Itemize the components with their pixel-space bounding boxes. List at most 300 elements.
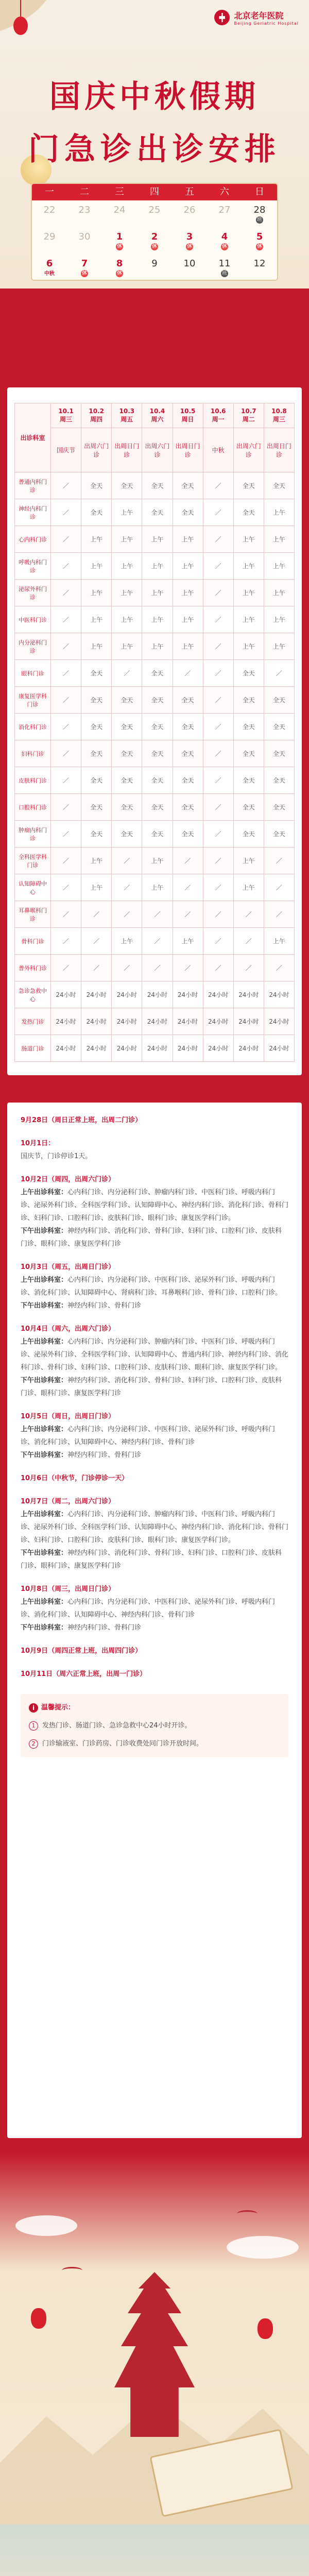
table-row — [15, 714, 295, 740]
schedule-date-header — [203, 403, 233, 428]
schedule-card — [7, 387, 302, 1075]
schedule-cell: 全天 — [112, 740, 142, 767]
detail-line — [21, 1596, 288, 1621]
schedule-cell: 全天 — [264, 472, 294, 499]
detail-date-heading: 10月7日（周二，出周六门诊） — [21, 1498, 115, 1505]
schedule-cell: 全天 — [173, 794, 203, 821]
table-row — [15, 633, 295, 660]
schedule-cell: ／ — [51, 606, 81, 633]
schedule-cell: ／ — [51, 687, 81, 714]
schedule-cell: 上午 — [142, 848, 173, 874]
detail-line-text: 神经内科门诊、消化科门诊、骨科门诊、妇科门诊、口腔科门诊、皮肤科门诊、眼科门诊、康复医学科门诊 — [21, 1549, 282, 1570]
workday-badge: 班 — [257, 217, 262, 223]
weekday-label: 六 — [220, 187, 229, 197]
calendar-day — [67, 254, 102, 281]
table-row — [15, 687, 295, 714]
department-name: 康复医学科门诊 — [15, 687, 51, 714]
calendar-day-number: 7 — [81, 258, 88, 269]
calendar-day-number: 23 — [78, 205, 91, 215]
department-name: 认知障碍中心 — [15, 874, 51, 901]
table-row — [15, 874, 295, 901]
calendar-day-number: 8 — [116, 258, 123, 269]
lantern-icon — [258, 2318, 273, 2339]
schedule-cell: 全天 — [264, 794, 294, 821]
schedule-cell: ／ — [81, 901, 112, 928]
schedule-cell: 上午 — [112, 633, 142, 660]
schedule-cell: 上午 — [142, 633, 173, 660]
schedule-cell: 上午 — [264, 580, 294, 606]
schedule-cell: 24小时 — [51, 1008, 81, 1035]
schedule-weekday: 周四 — [90, 416, 103, 423]
calendar-day — [67, 200, 102, 227]
schedule-cell: 上午 — [81, 633, 112, 660]
schedule-cell: 上午 — [233, 606, 264, 633]
schedule-cell: 上午 — [81, 526, 112, 553]
schedule-cell: 上午 — [142, 526, 173, 553]
detail-line-label: 下午出诊科室： — [21, 1549, 68, 1557]
schedule-cell: 全天 — [173, 714, 203, 740]
detail-date-heading: 10月3日（周五，出周日门诊） — [21, 1263, 115, 1271]
table-row — [15, 848, 295, 874]
calendar-day-number: 30 — [78, 231, 91, 242]
schedule-cell: ／ — [203, 740, 233, 767]
schedule-cell: 全天 — [81, 740, 112, 767]
calendar-day — [102, 200, 137, 227]
schedule-cell: 全天 — [112, 794, 142, 821]
schedule-cell: 上午 — [264, 928, 294, 955]
calendar-day-number: 2 — [151, 231, 158, 242]
detail-date-heading: 10月5日（周日，出周日门诊） — [21, 1413, 115, 1420]
schedule-cell: 上午 — [233, 633, 264, 660]
schedule-cell: 上午 — [233, 526, 264, 553]
holiday-badge: 休 — [117, 244, 122, 249]
detail-line-text: 心内科门诊、内分泌科门诊、肿瘤内科门诊、中医科门诊、呼吸内科门诊、泌尿外科门诊、全科医学科门诊、认知障碍中心、神经内科门诊、消化科门诊、骨科门诊、妇科门诊、口腔科门诊、皮肤科门诊、眼科门诊、康复医学科门诊。 — [21, 1189, 289, 1222]
detail-line-text: 国庆节，门诊停诊1天。 — [21, 1153, 92, 1160]
schedule-cell: 24小时 — [51, 1035, 81, 1062]
tip-item — [29, 1719, 280, 1732]
schedule-cell: ／ — [203, 606, 233, 633]
detail-line-text: 神经内科门诊、骨科门诊 — [67, 1451, 142, 1459]
schedule-date-header — [81, 403, 112, 428]
schedule-cell: ／ — [51, 955, 81, 981]
schedule-date: 10.2 — [89, 408, 104, 415]
table-row — [15, 821, 295, 848]
calendar-day — [32, 200, 67, 227]
tips-box — [21, 1694, 288, 1757]
detail-line-label: 上午出诊科室： — [21, 1426, 68, 1433]
calendar-day — [32, 254, 67, 281]
calendar-day — [207, 227, 242, 254]
page-title-line2: 门急诊出诊安排 — [28, 131, 281, 167]
calendar-weekday-header — [32, 184, 277, 200]
department-name: 呼吸内科门诊 — [15, 553, 51, 580]
schedule-note: 出周日门诊 — [112, 428, 142, 472]
schedule-cell: 全天 — [233, 740, 264, 767]
schedule-cell: 全天 — [81, 499, 112, 526]
weekday-label: 四 — [150, 187, 159, 197]
schedule-cell: 全天 — [233, 714, 264, 740]
detail-line — [21, 1374, 288, 1400]
schedule-cell: ／ — [142, 955, 173, 981]
schedule-cell: 全天 — [142, 660, 173, 687]
schedule-cell: 全天 — [112, 687, 142, 714]
schedule-cell: 全天 — [142, 499, 173, 526]
table-row — [15, 472, 295, 499]
tip-text: 发热门诊、肠道门诊、急诊急救中心24小时开诊。 — [42, 1722, 192, 1730]
cloud-icon — [227, 2236, 299, 2259]
table-row — [15, 526, 295, 553]
schedule-cell: 上午 — [112, 499, 142, 526]
schedule-cell: 全天 — [81, 687, 112, 714]
detail-line — [21, 1299, 288, 1312]
schedule-note: 出周日门诊 — [173, 428, 203, 472]
hero-banner — [0, 0, 309, 289]
table-row — [15, 901, 295, 928]
department-name: 肿瘤内科门诊 — [15, 821, 51, 848]
schedule-weekday: 周一 — [212, 416, 225, 423]
detail-line — [21, 1274, 288, 1299]
calendar-day — [242, 200, 277, 227]
calendar-day — [102, 227, 137, 254]
schedule-cell: 全天 — [142, 821, 173, 848]
schedule-cell: ／ — [264, 955, 294, 981]
detail-line — [21, 1508, 288, 1547]
table-row — [15, 928, 295, 955]
calendar-day — [172, 227, 207, 254]
hospital-logo — [214, 9, 299, 26]
weekday-label: 三 — [115, 187, 124, 197]
detail-date-heading: 10月4日（周六，出周六门诊） — [21, 1325, 115, 1333]
schedule-note: 出周六门诊 — [233, 428, 264, 472]
schedule-cell: 全天 — [81, 714, 112, 740]
detail-line — [21, 1225, 288, 1250]
schedule-cell: 上午 — [112, 526, 142, 553]
schedule-cell: 上午 — [173, 553, 203, 580]
holiday-badge: 中秋 — [44, 271, 55, 277]
title-block — [0, 72, 309, 169]
schedule-cell: ／ — [81, 955, 112, 981]
schedule-cell: ／ — [51, 553, 81, 580]
schedule-cell: ／ — [173, 901, 203, 928]
schedule-cell: 全天 — [173, 740, 203, 767]
detail-card — [7, 1103, 302, 2138]
holiday-badge: 休 — [257, 244, 262, 249]
table-row — [15, 794, 295, 821]
calendar-day — [137, 254, 172, 281]
detail-date-heading: 9月28日（周日正常上班，出周二门诊） — [21, 1116, 142, 1124]
schedule-cell: 上午 — [264, 553, 294, 580]
schedule-cell: 24小时 — [203, 981, 233, 1008]
department-name: 心内科门诊 — [15, 526, 51, 553]
schedule-cell: 全天 — [142, 472, 173, 499]
calendar-day-number: 24 — [113, 205, 126, 215]
schedule-cell: 全天 — [142, 767, 173, 794]
schedule-cell: 全天 — [264, 714, 294, 740]
table-row — [15, 553, 295, 580]
schedule-note: 出周六门诊 — [142, 428, 173, 472]
table-row — [15, 580, 295, 606]
detail-line — [21, 1547, 288, 1572]
department-name: 眼科门诊 — [15, 660, 51, 687]
schedule-cell: ／ — [203, 687, 233, 714]
detail-line-text: 心内科门诊、内分泌科门诊、肿瘤内科门诊、中医科门诊、呼吸内科门诊、泌尿外科门诊、全科医学科门诊、认知障碍中心、普通内科门诊、神经内科门诊、消化科门诊、骨科门诊、妇科门诊、口腔科门诊、皮肤科门诊、眼科门诊、康复医学科门诊。 — [21, 1338, 289, 1371]
holiday-badge: 休 — [222, 244, 227, 249]
schedule-cell: 24小时 — [264, 1035, 294, 1062]
detail-line — [21, 1186, 288, 1225]
schedule-cell: ／ — [173, 660, 203, 687]
schedule-cell: ／ — [51, 633, 81, 660]
calendar-day — [32, 227, 67, 254]
schedule-cell: 上午 — [173, 928, 203, 955]
detail-line — [21, 1621, 288, 1634]
department-name: 神经内科门诊 — [15, 499, 51, 526]
calendar-day-number: 12 — [253, 258, 266, 269]
bird-icon — [62, 2267, 82, 2274]
schedule-cell: ／ — [233, 928, 264, 955]
schedule-cell: ／ — [51, 848, 81, 874]
department-name: 口腔科门诊 — [15, 794, 51, 821]
detail-date-heading: 10月9日（周四正常上班，出周四门诊） — [21, 1647, 142, 1655]
weekday-label: 五 — [185, 187, 194, 197]
calendar-day-number: 3 — [186, 231, 193, 242]
schedule-cell: ／ — [112, 901, 142, 928]
holiday-badge: 休 — [187, 244, 192, 249]
detail-line-label: 上午出诊科室： — [21, 1338, 68, 1346]
schedule-cell: ／ — [173, 874, 203, 901]
schedule-cell: 24小时 — [264, 1008, 294, 1035]
detail-date-heading: 10月8日（周三，出周日门诊） — [21, 1585, 115, 1593]
table-row — [15, 955, 295, 981]
table-row — [15, 1008, 295, 1035]
schedule-cell: 24小时 — [112, 1008, 142, 1035]
detail-line-label: 上午出诊科室： — [21, 1511, 68, 1518]
schedule-cell: 上午 — [264, 633, 294, 660]
schedule-cell: 全天 — [233, 767, 264, 794]
detail-line-text: 神经内科门诊、骨科门诊 — [67, 1302, 142, 1310]
schedule-cell: 全天 — [173, 472, 203, 499]
calendar-day-number: 28 — [253, 205, 266, 215]
calendar-week-row — [32, 200, 277, 227]
schedule-cell: ／ — [203, 928, 233, 955]
schedule-weekday: 周六 — [151, 416, 164, 423]
schedule-cell: 上午 — [142, 553, 173, 580]
schedule-cell: 全天 — [233, 821, 264, 848]
table-row — [15, 981, 295, 1008]
schedule-cell: ／ — [203, 660, 233, 687]
detail-line-label: 上午出诊科室： — [21, 1598, 68, 1606]
schedule-cell: 上午 — [81, 553, 112, 580]
detail-date-heading: 10月1日： — [21, 1140, 55, 1147]
schedule-cell: 上午 — [233, 580, 264, 606]
schedule-note: 中秋 — [203, 428, 233, 472]
schedule-cell: ／ — [173, 848, 203, 874]
department-name: 中医科门诊 — [15, 606, 51, 633]
calendar-day-number: 26 — [183, 205, 196, 215]
calendar-day-number: 9 — [151, 258, 158, 269]
schedule-date-header — [264, 403, 294, 428]
detail-line — [21, 1423, 288, 1449]
schedule-cell: ／ — [142, 928, 173, 955]
holiday-badge: 休 — [117, 270, 122, 276]
schedule-cell: 全天 — [264, 687, 294, 714]
schedule-cell: ／ — [203, 874, 233, 901]
detail-line-label: 下午出诊科室： — [21, 1451, 68, 1459]
schedule-cell: ／ — [51, 821, 81, 848]
schedule-cell: 上午 — [233, 553, 264, 580]
calendar-day-number: 10 — [183, 258, 196, 269]
detail-list — [21, 1114, 288, 1681]
detail-line-label: 下午出诊科室： — [21, 1227, 68, 1235]
schedule-cell: 上午 — [173, 633, 203, 660]
schedule-cell: ／ — [203, 526, 233, 553]
detail-line-text: 心内科门诊、内分泌科门诊、中医科门诊、泌尿外科门诊、呼吸内科门诊、消化科门诊、认知障碍中心、神经内科门诊、骨科门诊 — [21, 1426, 276, 1446]
department-name: 骨科门诊 — [15, 928, 51, 955]
detail-line-text: 心内科门诊、内分泌科门诊、中医科门诊、泌尿外科门诊、呼吸内科门诊、消化科门诊、认知障碍中心、神经内科门诊、骨科门诊 — [21, 1598, 276, 1619]
schedule-cell: ／ — [51, 714, 81, 740]
schedule-cell: ／ — [203, 821, 233, 848]
schedule-date: 10.3 — [119, 408, 135, 415]
schedule-cell: 全天 — [112, 714, 142, 740]
schedule-cell: 上午 — [233, 874, 264, 901]
schedule-cell: 全天 — [142, 714, 173, 740]
schedule-date: 10.7 — [241, 408, 256, 415]
detail-date-heading: 10月11日（周六正常上班，出周一门诊） — [21, 1670, 147, 1678]
tip-item — [29, 1737, 280, 1750]
detail-line-text: 神经内科门诊、骨科门诊 — [67, 1624, 142, 1632]
calendar-day-number: 22 — [43, 205, 56, 215]
table-row — [15, 606, 295, 633]
schedule-cell: 上午 — [112, 553, 142, 580]
schedule-cell: 24小时 — [203, 1035, 233, 1062]
schedule-date-header — [142, 403, 173, 428]
schedule-cell: ／ — [51, 660, 81, 687]
department-name: 肠道门诊 — [15, 1035, 51, 1062]
lantern-icon — [31, 2308, 46, 2329]
schedule-cell: ／ — [203, 848, 233, 874]
schedule-cell: ／ — [51, 499, 81, 526]
cloud-icon — [15, 2215, 77, 2236]
schedule-date-header — [173, 403, 203, 428]
calendar-week-row — [32, 227, 277, 254]
table-row — [15, 767, 295, 794]
schedule-cell: 24小时 — [173, 1035, 203, 1062]
schedule-cell: ／ — [203, 794, 233, 821]
detail-line-label: 上午出诊科室： — [21, 1189, 68, 1196]
tip-number-badge: 2 — [29, 1739, 38, 1749]
bird-icon — [237, 2210, 258, 2217]
schedule-note: 国庆节 — [51, 428, 81, 472]
calendar-day-number: 27 — [218, 205, 231, 215]
schedule-cell: 全天 — [233, 499, 264, 526]
schedule-cell: 全天 — [233, 794, 264, 821]
department-name: 普通内科门诊 — [15, 472, 51, 499]
schedule-cell: 24小时 — [233, 1035, 264, 1062]
table-row — [15, 499, 295, 526]
department-name: 普外科门诊 — [15, 955, 51, 981]
detail-line-label: 下午出诊科室： — [21, 1624, 68, 1632]
hospital-cross-icon — [214, 10, 230, 25]
schedule-cell: ／ — [203, 580, 233, 606]
schedule-cell: ／ — [264, 660, 294, 687]
schedule-body — [15, 472, 295, 1062]
calendar-day-number: 4 — [221, 231, 228, 242]
schedule-date: 10.4 — [149, 408, 165, 415]
schedule-date-header — [233, 403, 264, 428]
department-name: 泌尿外科门诊 — [15, 580, 51, 606]
schedule-cell: 24小时 — [81, 1035, 112, 1062]
schedule-cell: 24小时 — [203, 1008, 233, 1035]
schedule-cell: 上午 — [264, 499, 294, 526]
calendar-day — [207, 254, 242, 281]
schedule-note-row — [15, 428, 295, 472]
schedule-cell: ／ — [264, 848, 294, 874]
calendar-day-number: 6 — [46, 258, 53, 269]
schedule-cell: 上午 — [81, 848, 112, 874]
schedule-cell: ／ — [51, 794, 81, 821]
schedule-cell: ／ — [51, 928, 81, 955]
calendar-day — [137, 200, 172, 227]
schedule-cell: ／ — [203, 553, 233, 580]
schedule-cell: 上午 — [142, 606, 173, 633]
table-row — [15, 660, 295, 687]
schedule-cell: 上午 — [142, 874, 173, 901]
detail-line — [21, 1449, 288, 1462]
schedule-date-row — [15, 403, 295, 428]
schedule-cell: 全天 — [81, 767, 112, 794]
detail-line-text: 神经内科门诊、消化科门诊、骨科门诊、妇科门诊、口腔科门诊、皮肤科门诊、眼科门诊、康复医学科门诊 — [21, 1377, 282, 1397]
calendar-day — [207, 200, 242, 227]
schedule-cell: 全天 — [173, 821, 203, 848]
schedule-cell: 全天 — [264, 740, 294, 767]
schedule-cell: ／ — [203, 472, 233, 499]
schedule-cell: 24小时 — [233, 981, 264, 1008]
tip-text: 门诊输液室、门诊药房、门诊收费处同门诊开放时间。 — [42, 1740, 203, 1748]
schedule-date: 10.1 — [58, 408, 74, 415]
detail-date-heading: 10月2日（周四，出周六门诊） — [21, 1176, 115, 1183]
schedule-cell: ／ — [51, 580, 81, 606]
calendar-day-number: 29 — [43, 231, 56, 242]
calendar-day — [137, 227, 172, 254]
schedule-cell: ／ — [51, 472, 81, 499]
schedule-note: 出周日门诊 — [264, 428, 294, 472]
schedule-cell: 全天 — [81, 821, 112, 848]
calendar-day-number: 25 — [148, 205, 161, 215]
detail-line-label: 上午出诊科室： — [21, 1276, 68, 1284]
schedule-cell: 24小时 — [112, 981, 142, 1008]
schedule-cell: 上午 — [233, 848, 264, 874]
weekday-label: 一 — [45, 187, 54, 197]
calendar-day-number: 11 — [218, 258, 231, 269]
table-row — [15, 1035, 295, 1062]
schedule-cell: 上午 — [264, 526, 294, 553]
detail-line-text: 心内科门诊、内分泌科门诊、中医科门诊、泌尿外科门诊、呼吸内科门诊、消化科门诊、认知障碍中心、肾病科门诊、耳鼻喉科门诊、骨科门诊、口腔科门诊。 — [21, 1276, 282, 1297]
info-icon: i — [29, 1703, 38, 1713]
schedule-cell: 24小时 — [81, 1008, 112, 1035]
calendar-day-number: 1 — [116, 231, 123, 242]
schedule-cell: 上午 — [173, 580, 203, 606]
detail-line-label: 下午出诊科室： — [21, 1377, 68, 1384]
schedule-cell: ／ — [203, 901, 233, 928]
schedule-date-header — [51, 403, 81, 428]
schedule-cell: ／ — [51, 901, 81, 928]
schedule-cell: ／ — [112, 848, 142, 874]
schedule-cell: 24小时 — [142, 1035, 173, 1062]
schedule-cell: 全天 — [264, 767, 294, 794]
schedule-table — [14, 403, 295, 1062]
schedule-cell: 24小时 — [142, 1008, 173, 1035]
lantern-decoration-icon — [0, 0, 46, 62]
schedule-cell: ／ — [112, 955, 142, 981]
